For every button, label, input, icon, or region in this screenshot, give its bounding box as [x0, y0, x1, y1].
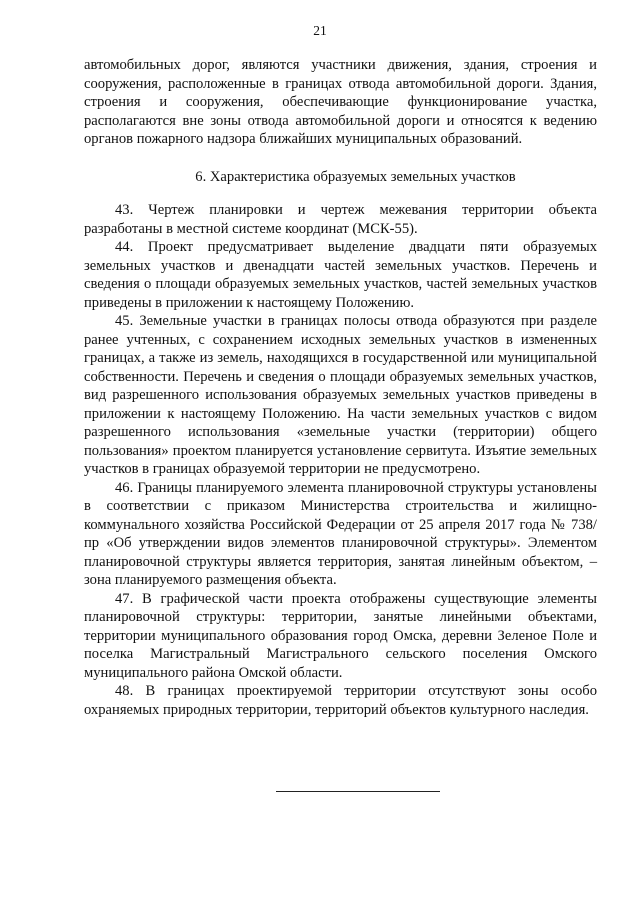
intro-paragraph: автомобильных дорог, являются участники движения, здания, строения и сооружения, расположенные в границах отвода автомобильной дороги. Здания, строения и сооружения, обеспечивающие функционирование участка, располагаются вне зоны отвода автомобильной дороги и относятся к ведению органов пожарного надзора ближайших муниципальных образований. — [84, 57, 597, 147]
paragraph-43: 43. Чертеж планировки и чертеж межевания территории объекта разработаны в местной системе координат (МСК-55). — [84, 202, 597, 237]
end-of-document-rule — [276, 791, 440, 792]
paragraph-48: 48. В границах проектируемой территории отсутствуют зоны особо охраняемых природных территории, территорий объектов культурного наследия. — [84, 683, 597, 718]
paragraph-46: 46. Границы планируемого элемента планировочной структуры установлены в соответствии с приказом Министерства строительства и жилищно-коммунального хозяйства Российской Федерации от 25 апреля 2017 года № 738/пр «Об утверждении видов элементов планировочной структуры». Элементом планировочной структуры является территория, занятая линейным объектом, – зона планируемого размещения объекта. — [84, 479, 597, 588]
paragraph-45: 45. Земельные участки в границах полосы отвода образуются при разделе ранее учтенных, с сохранением исходных земельных участков в измененных границах, а также из земель, находящихся в государственной или муниципальной собственности. Перечень и сведения о площади образуемых земельных участков, вид разрешенного использования образуемых земельных участков приведены в приложении к настоящему Положению. На части земельных участков с видом разрешенного использования «земельные участки (территории) общего пользования» проектом планируется установление сервитута. Изъятие земельных участков в границах образуемой территории не предусмотрено. — [84, 313, 597, 477]
document-body — [84, 56, 597, 719]
paragraph-44: 44. Проект предусматривает выделение двадцати пяти образуемых земельных участков и двенадцати частей земельных участков. Перечень и сведения о площади образуемых земельных участков, частей земельных участков приведены в приложении к настоящему Положению. — [84, 239, 597, 311]
paragraph-47: 47. В графической части проекта отображены существующие элементы планировочной структуры: территории, занятые линейными объектами, территории муниципального образования город Омска, деревни Зеленое Поле и поселка Магистральный Магистрального сельского поселения Омского муниципального района Омской области. — [84, 590, 597, 681]
page-number: 21 — [313, 23, 327, 38]
section-heading: 6. Характеристика образуемых земельных участков — [195, 168, 516, 185]
